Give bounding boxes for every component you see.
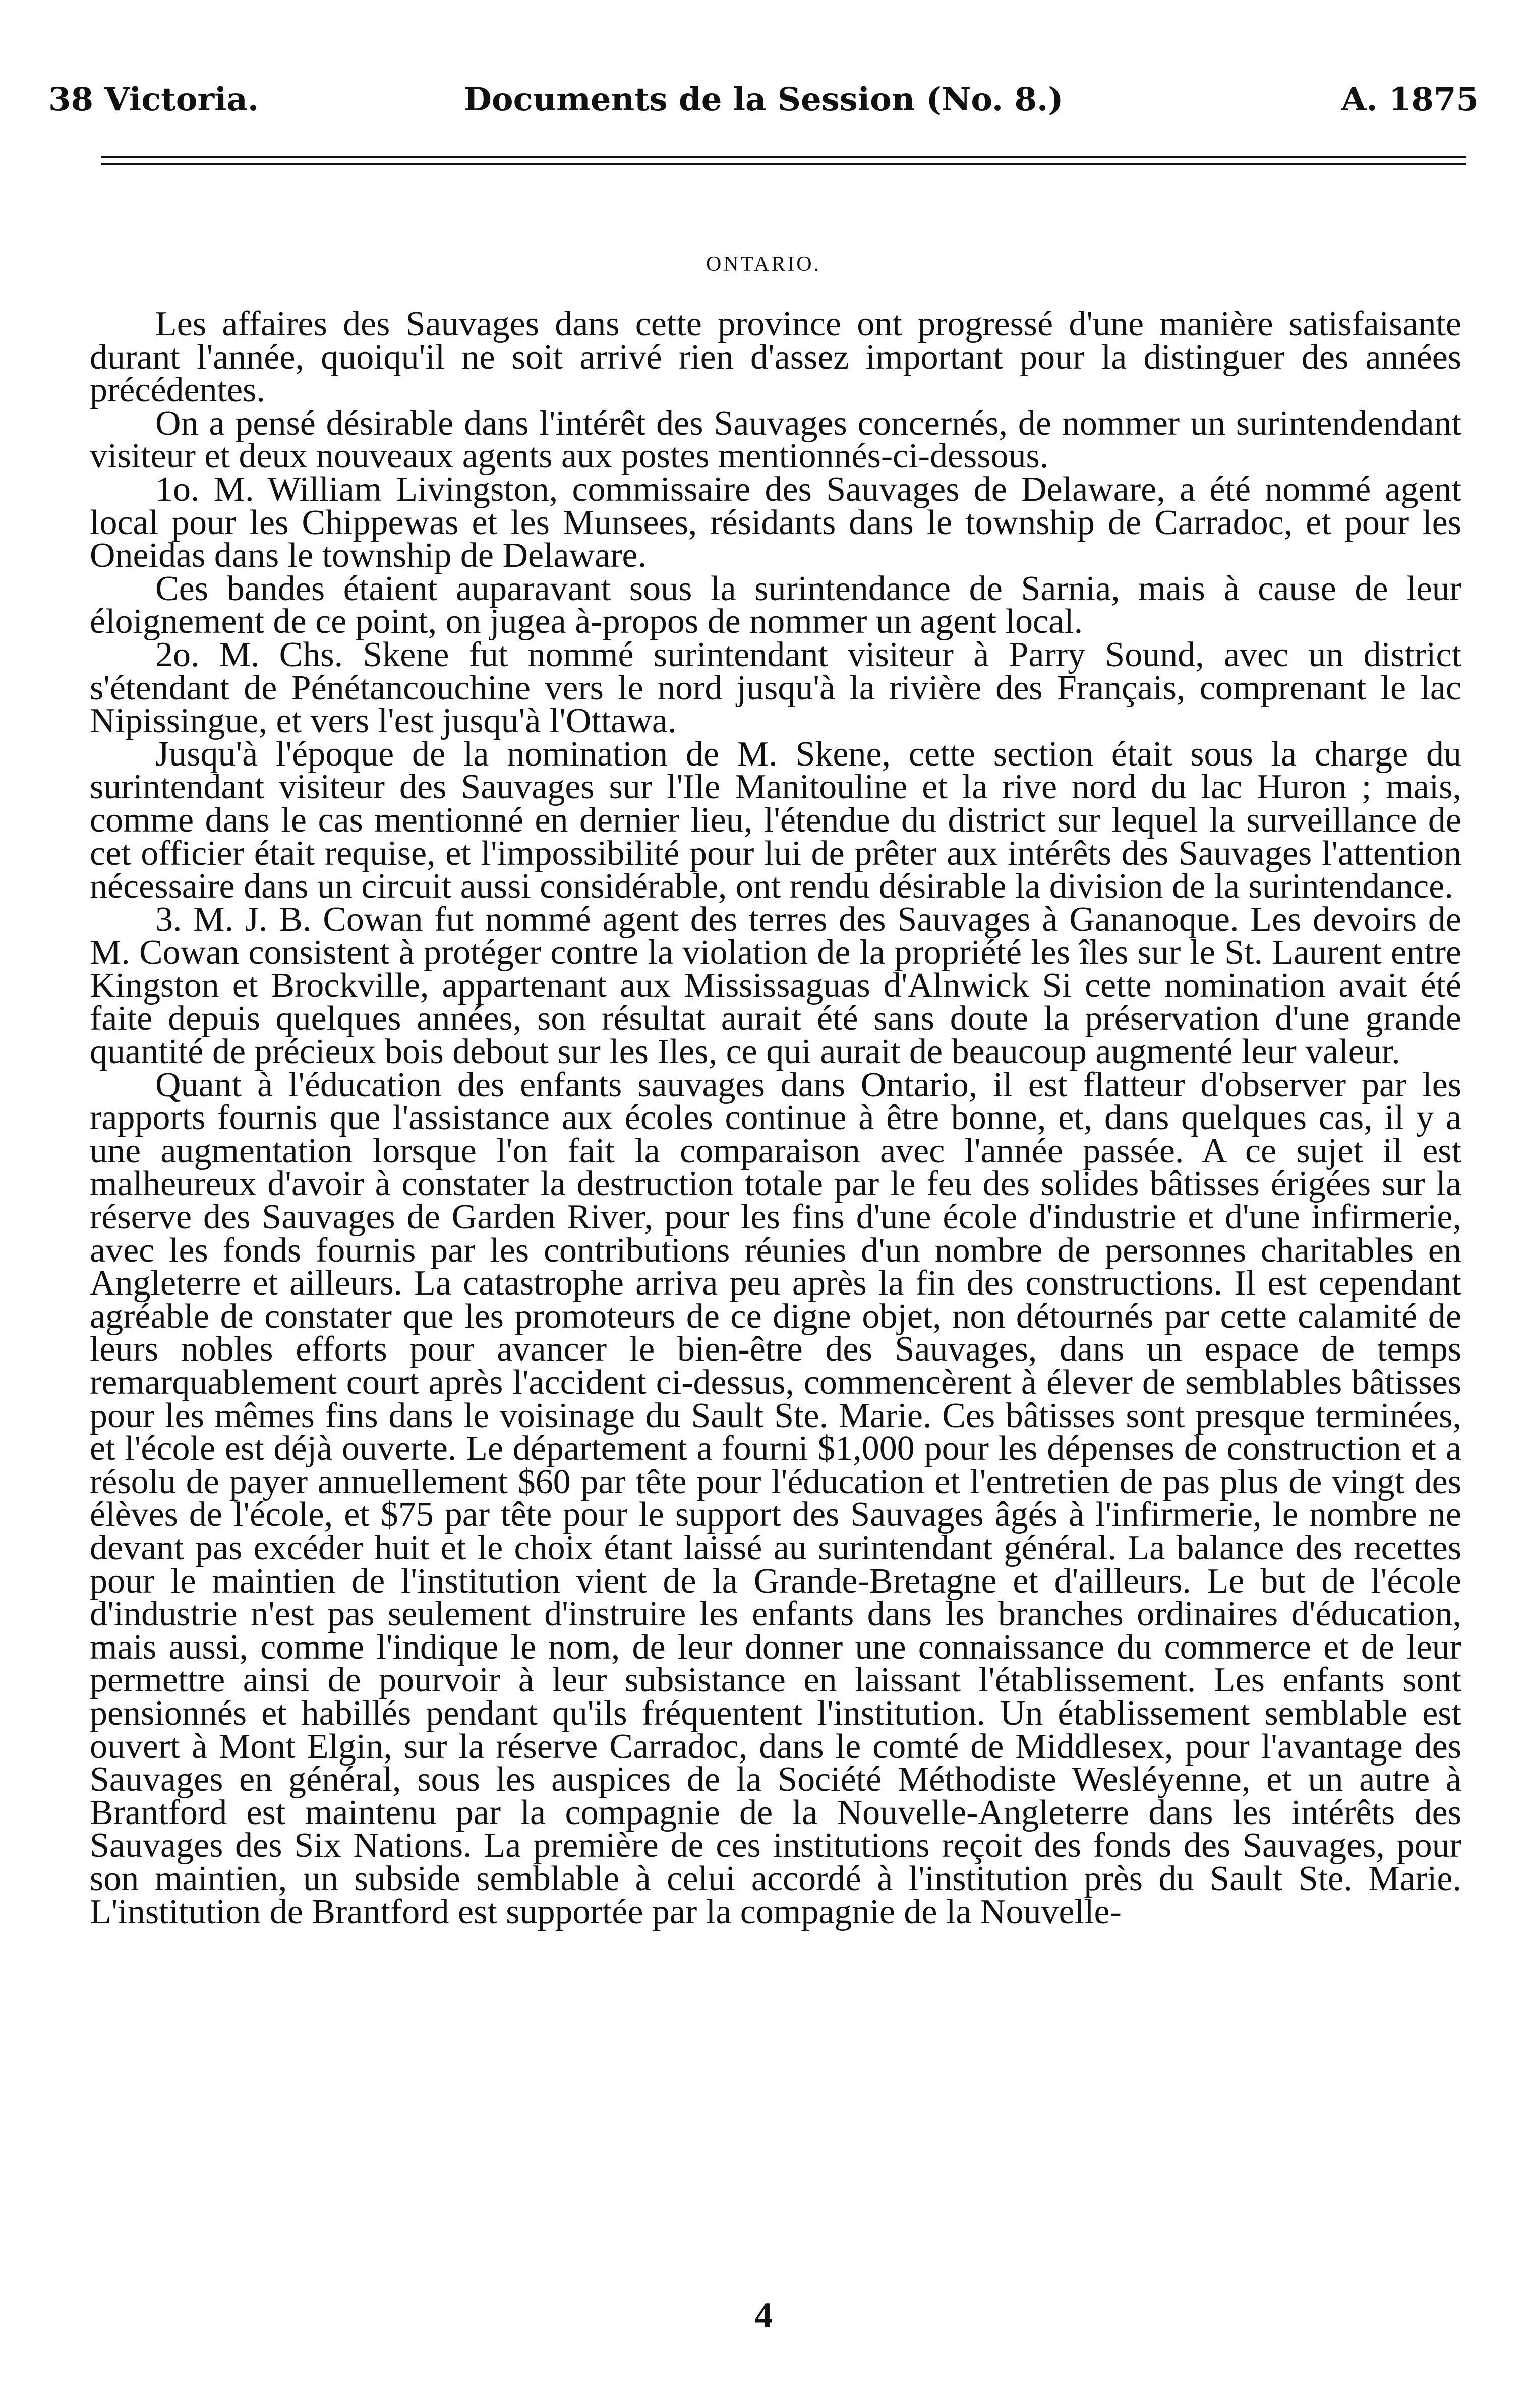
header-year: A. 1875 bbox=[1341, 81, 1479, 119]
header-rule-bottom bbox=[101, 163, 1466, 165]
paragraph: 3. M. J. B. Cowan fut nommé agent des terres des Sauvages à Gananoque. Les devoirs de M. Cowan consistent à protéger contre la violation de la propriété les îles sur le St. Laurent entre Kingston et Brockville, appartenant aux Mississaguas d'Alnwick Si cette nomination avait été faite depuis quelques années, son résultat aurait été sans doute la préservation d'une grande quantité de précieux bois debout sur les Iles, ce qui aurait de beaucoup augmenté leur valeur. bbox=[90, 900, 1461, 1072]
running-header bbox=[48, 81, 1479, 126]
paragraph: Les affaires des Sauvages dans cette province ont progressé d'une manière satisfaisante durant l'année, quoiqu'il ne soit arrivé rien d'assez important pour la distinguer des années précédentes. bbox=[90, 305, 1461, 410]
header-rule-top bbox=[101, 156, 1466, 158]
paragraph: On a pensé désirable dans l'intérêt des Sauvages concernés, de nommer un surintendendant visiteur et deux nouveaux agents aux postes mentionnés-ci-dessous. bbox=[90, 403, 1461, 476]
paragraph: Quant à l'éducation des enfants sauvages dans Ontario, il est flatteur d'observer par les rapports fournis que l'assistance aux écoles continue à être bonne, et, dans quelques cas, il y a une augmentation lorsque l'on fait la comparaison avec l'année passée. A ce sujet il est malheureux d'avoir à constater la destruction totale par le feu des solides bâtisses érigées sur la réserve des Sauvages de Garden River, pour les fins d'une école d'industrie et d'une infirmerie, avec les fonds fournis par les contributions réunies d'un nombre de personnes charitables en Angleterre et ailleurs. La catastrophe arriva peu après la fin des constructions. Il est cependant agréable de constater que les promoteurs de ce digne objet, non détournés par cette calamité de leurs nobles efforts pour avancer le bien-être des Sauvages, dans un espace de temps remarquablement court après l'accident ci-dessus, commencèrent à élever de semblables bâtisses pour les mêmes fins dans le voisinage du Sault Ste. Marie. Ces bâtisses sont presque terminées, et l'école est déjà ouverte. Le département a fourni $1,000 pour les dépenses de construction et a résolu de payer annuellement $60 par tête pour l'éducation et l'entretien de pas plus de vingt des élèves de l'école, et $75 par tête pour le support des Sauvages âgés à l'infirmerie, le nombre ne devant pas excéder huit et le choix étant laissé au surintendant général. La balance des recettes pour le maintien de l'institution vient de la Grande-Bretagne et d'ailleurs. Le but de l'école d'industrie n'est pas seulement d'instruire les enfants dans les branches ordinaires d'éducation, mais aussi, comme l'indique le nom, de leur donner une connaissance du commerce et de leur permettre ainsi de pourvoir à leur subsistance en laissant l'établissement. Les enfants sont pensionnés et habillés pendant qu'ils fréquentent l'institution. Un établissement semblable est ouvert à Mont Elgin, sur la réserve Carradoc, dans le comté de Middlesex, pour l'avantage des Sauvages en général, sous les auspices de la Société Méthodiste Wesléyenne, et un autre à Brantford est maintenu par la compagnie de la Nouvelle-Angleterre dans les intérêts des Sauvages des Six Nations. La première de ces institutions reçoit des fonds des Sauvages, pour son maintien, un subside semblable à celui accordé à l'institution près du Sault Ste. Marie. L'institution de Brantford est supportée par la compagnie de la Nouvelle- bbox=[90, 1065, 1461, 1931]
paragraph: 2o. M. Chs. Skene fut nommé surintendant visiteur à Parry Sound, avec un district s'étendant de Pénétancouchine vers le nord jusqu'à la rivière des Français, comprenant le lac Nipissingue, et vers l'est jusqu'à l'Ottawa. bbox=[90, 635, 1461, 741]
section-title: ONTARIO. bbox=[706, 253, 821, 276]
header-volume: 38 Victoria. bbox=[48, 81, 259, 119]
paragraph: Jusqu'à l'époque de la nomination de M. Skene, cette section était sous la charge du surintendant visiteur des Sauvages sur l'Ile Manitouline et la rive nord du lac Huron ; mais, comme dans le cas mentionné en dernier lieu, l'étendue du district sur lequel la surveillance de cet officier était requise, et l'impossibilité pour lui de prêter aux intérêts des Sauvages l'attention nécessaire dans un circuit aussi considérable, ont rendu désirable la division de la surintendance. bbox=[90, 734, 1461, 906]
header-title: Documents de la Session (No. 8.) bbox=[463, 81, 1064, 119]
paragraph: 1o. M. William Livingston, commissaire des Sauvages de Delaware, a été nommé agent local pour les Chippewas et les Munsees, résidants dans le township de Carradoc, et pour les Oneidas dans le township de Delaware. bbox=[90, 469, 1461, 575]
page-number: 4 bbox=[754, 2295, 773, 2335]
body-text bbox=[90, 305, 1461, 1931]
paragraph: Ces bandes étaient auparavant sous la surintendance de Sarnia, mais à cause de leur éloignement de ce point, on jugea à-propos de nommer un agent local. bbox=[90, 569, 1461, 641]
